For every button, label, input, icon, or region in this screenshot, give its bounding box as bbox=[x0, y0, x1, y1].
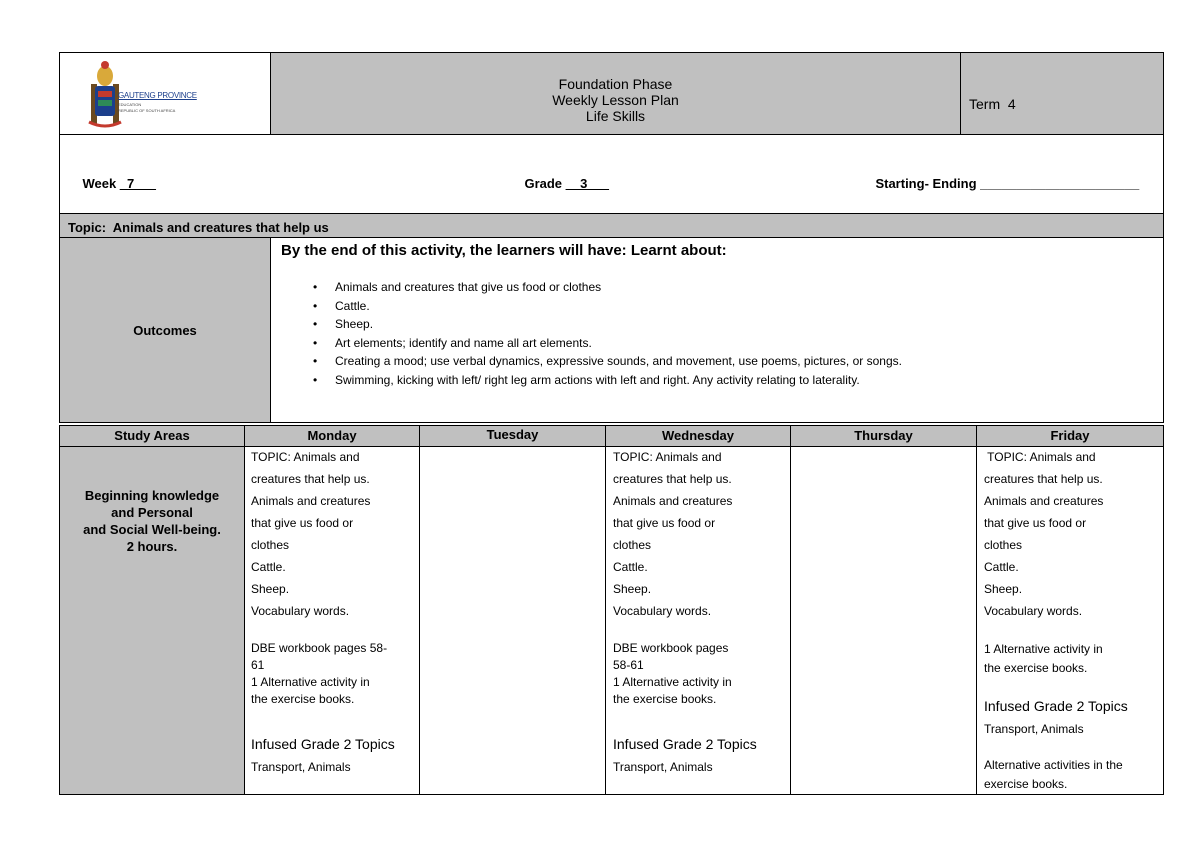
wednesday-line: Vocabulary words. bbox=[613, 604, 712, 618]
wednesday-workbook-line: the exercise books. bbox=[613, 692, 717, 706]
friday-line: that give us food or bbox=[984, 516, 1087, 530]
outcomes-label: Outcomes bbox=[133, 323, 197, 338]
tuesday-cell bbox=[419, 446, 606, 795]
study-area-line: and Social Well-being. bbox=[83, 522, 221, 537]
monday-line: Sheep. bbox=[251, 582, 290, 596]
info-row bbox=[59, 134, 1164, 214]
friday-cell bbox=[976, 446, 1164, 795]
outcome-item: • Cattle. bbox=[307, 297, 902, 316]
wednesday-workbook-line: 58-61 bbox=[613, 658, 644, 672]
title-line-1: Foundation Phase bbox=[558, 76, 673, 92]
wednesday-line: TOPIC: Animals and bbox=[613, 450, 722, 464]
grade-value: __3___ bbox=[565, 176, 610, 191]
wednesday-infused-title: Infused Grade 2 Topics bbox=[613, 736, 757, 752]
monday-workbook-line: the exercise books. bbox=[251, 692, 355, 706]
wednesday-line: Cattle. bbox=[613, 560, 648, 574]
friday-alt2-line: Alternative activities in the bbox=[984, 758, 1123, 772]
outcomes-list bbox=[307, 278, 902, 389]
monday-line: Cattle. bbox=[251, 560, 286, 574]
friday-alt2-line: exercise books. bbox=[984, 777, 1068, 791]
title-line-3: Life Skills bbox=[585, 108, 646, 124]
thursday-cell bbox=[790, 446, 977, 795]
starting-ending-label: Starting- Ending bbox=[875, 176, 981, 191]
logo-sub2: REPUBLIC OF SOUTH AFRICA bbox=[118, 108, 176, 113]
monday-line: clothes bbox=[251, 538, 290, 552]
header-friday: Friday bbox=[976, 425, 1164, 447]
grade-field bbox=[510, 161, 609, 206]
wednesday-workbook-line: 1 Alternative activity in bbox=[613, 675, 732, 689]
monday-infused-topics: Transport, Animals bbox=[251, 760, 351, 774]
monday-infused-title: Infused Grade 2 Topics bbox=[251, 736, 395, 752]
monday-line: Vocabulary words. bbox=[251, 604, 350, 618]
logo-sub1: EDUCATION bbox=[118, 102, 142, 107]
friday-line: Sheep. bbox=[984, 582, 1023, 596]
header-study-areas: Study Areas bbox=[59, 425, 245, 447]
wednesday-infused-topics: Transport, Animals bbox=[613, 760, 713, 774]
term-label: Term 4 bbox=[969, 96, 1016, 112]
friday-line: TOPIC: Animals and bbox=[984, 450, 1096, 464]
friday-line: clothes bbox=[984, 538, 1023, 552]
friday-line: Animals and creatures bbox=[984, 494, 1104, 508]
monday-line: that give us food or bbox=[251, 516, 354, 530]
header-tuesday: Tuesday bbox=[419, 425, 606, 447]
outcome-item: • Art elements; identify and name all art elements. bbox=[307, 334, 902, 353]
monday-workbook-line: 61 bbox=[251, 658, 265, 672]
friday-line: Vocabulary words. bbox=[984, 604, 1083, 618]
study-area-line: Beginning knowledge bbox=[84, 488, 220, 503]
title-cell bbox=[270, 52, 961, 135]
outcomes-content-cell bbox=[270, 237, 1164, 423]
starting-ending-field bbox=[861, 161, 1139, 206]
outcome-item: • Creating a mood; use verbal dynamics, expressive sounds, and movement, use poems, pictures, or songs. bbox=[307, 352, 902, 371]
header-wednesday: Wednesday bbox=[605, 425, 791, 447]
starting-ending-value: ______________________ bbox=[980, 176, 1140, 191]
header-monday: Monday bbox=[244, 425, 420, 447]
friday-line: creatures that help us. bbox=[984, 472, 1103, 486]
term-cell bbox=[960, 52, 1164, 135]
wednesday-line: clothes bbox=[613, 538, 652, 552]
outcomes-label-cell bbox=[59, 237, 271, 423]
friday-infused-topics: Transport, Animals bbox=[984, 722, 1084, 736]
friday-alt-line: the exercise books. bbox=[984, 661, 1088, 675]
monday-cell bbox=[244, 446, 420, 795]
topic-row bbox=[59, 213, 1164, 238]
monday-line: TOPIC: Animals and bbox=[251, 450, 360, 464]
monday-line: Animals and creatures bbox=[251, 494, 371, 508]
week-label: Week bbox=[82, 176, 120, 191]
outcomes-heading: By the end of this activity, the learners will have: Learnt about: bbox=[281, 242, 727, 259]
week-value: _7___ bbox=[119, 176, 156, 191]
monday-workbook-line: 1 Alternative activity in bbox=[251, 675, 370, 689]
topic-text: Topic: Animals and creatures that help us bbox=[68, 220, 329, 235]
wednesday-line: Animals and creatures bbox=[613, 494, 733, 508]
week-field bbox=[68, 161, 156, 206]
header-thursday: Thursday bbox=[790, 425, 977, 447]
wednesday-line: creatures that help us. bbox=[613, 472, 732, 486]
study-area-cell bbox=[59, 446, 245, 795]
outcome-item: • Sheep. bbox=[307, 315, 902, 334]
wednesday-line: Sheep. bbox=[613, 582, 652, 596]
wednesday-cell bbox=[605, 446, 791, 795]
monday-workbook-line: DBE workbook pages 58- bbox=[251, 641, 388, 655]
outcome-item: • Animals and creatures that give us food or clothes bbox=[307, 278, 902, 297]
grade-label: Grade bbox=[524, 176, 566, 191]
friday-line: Cattle. bbox=[984, 560, 1019, 574]
monday-line: creatures that help us. bbox=[251, 472, 370, 486]
study-area-line: and Personal bbox=[111, 505, 193, 520]
study-area-line: 2 hours. bbox=[126, 539, 178, 554]
friday-infused-title: Infused Grade 2 Topics bbox=[984, 698, 1128, 714]
friday-alt-line: 1 Alternative activity in bbox=[984, 642, 1103, 656]
outcome-item: • Swimming, kicking with left/ right leg arm actions with left and right. Any activity relating to laterality. bbox=[307, 371, 902, 390]
wednesday-workbook-line: DBE workbook pages bbox=[613, 641, 729, 655]
wednesday-line: that give us food or bbox=[613, 516, 716, 530]
logo-text: GAUTENG PROVINCE bbox=[118, 91, 197, 100]
logo-cell bbox=[59, 52, 271, 135]
title-line-2: Weekly Lesson Plan bbox=[552, 92, 679, 108]
